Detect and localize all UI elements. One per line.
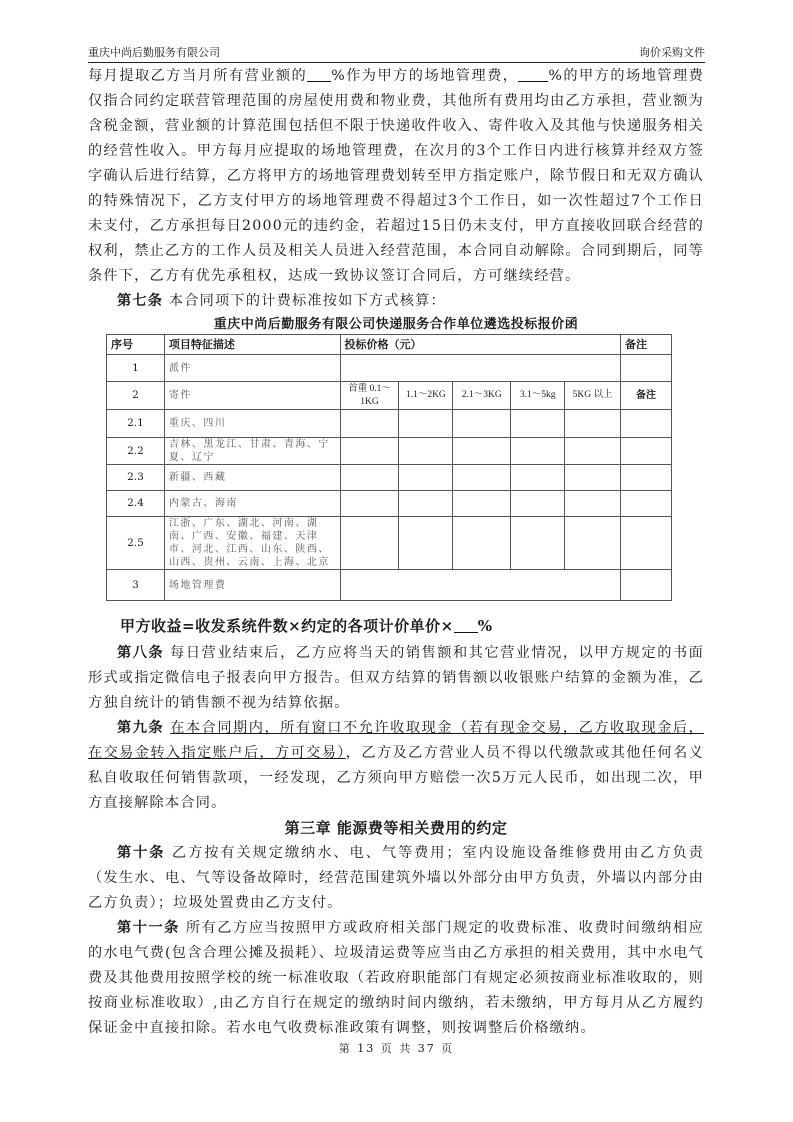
price-cell [565, 491, 621, 517]
blank-field [518, 67, 548, 82]
price-cell [565, 438, 621, 465]
row-no: 2.3 [107, 465, 165, 491]
price-cell [340, 491, 399, 517]
price-cell [453, 517, 511, 570]
price-cell [453, 438, 511, 465]
header-company: 重庆中尚后勤服务有限公司 [88, 46, 220, 59]
article-9 [88, 716, 704, 816]
price-cell [565, 517, 621, 570]
table-row [107, 382, 672, 410]
price-cell [340, 465, 399, 491]
article-8-text: 每日营业结束后，乙方应将当天的销售额和其它营业情况，以甲方规定的书面形式或指定微信电子报表向甲方报告。但双方结算的销售额以收银账户结算的金额为准，乙方独自统计的销售额不视为结算依据。 [88, 645, 704, 711]
table-row [107, 517, 672, 570]
row-desc: 新疆、西藏 [164, 465, 340, 491]
text: 每月提取乙方当月所有营业额的 [88, 68, 308, 84]
row-desc: 重庆、四川 [164, 410, 340, 438]
remark-cell [621, 491, 672, 517]
price-cell [511, 438, 565, 465]
article-9-title: 第九条 [117, 720, 165, 736]
table-row [107, 355, 672, 382]
price-cell [399, 438, 453, 465]
price-cell [340, 410, 399, 438]
article-8-title: 第八条 [117, 645, 165, 661]
row-desc: 派件 [164, 355, 340, 382]
table-row [107, 410, 672, 438]
text: %作为甲方的场地管理费， [331, 68, 519, 84]
sub-header-weight-3: 2.1～3KG [453, 382, 511, 410]
sub-header-weight-4: 3.1～5kg [511, 382, 565, 410]
price-cell [453, 465, 511, 491]
sub-header-weight-2: 1.1～2KG [399, 382, 453, 410]
row-no: 2.5 [107, 517, 165, 570]
header-doc-type: 询价采购文件 [639, 46, 705, 59]
paragraph-management-fee [88, 64, 704, 289]
formula-percent: % [477, 617, 493, 635]
blank-field [307, 67, 331, 82]
page-number: 第 13 页 共 37 页 [338, 1042, 455, 1055]
price-cell [565, 465, 621, 491]
article-7-title: 第七条 [117, 293, 164, 309]
row-desc: 吉林、黑龙江、甘肃、青海、宁夏、辽宁 [164, 438, 340, 465]
row-no: 2.1 [107, 410, 165, 438]
page-header [88, 40, 705, 63]
article-11-title: 第十一条 [117, 920, 180, 936]
article-7-text: 本合同项下的计费标准按如下方式核算： [163, 293, 446, 309]
header-price: 投标价格（元） [340, 335, 621, 355]
header-desc: 项目特征描述 [164, 335, 340, 355]
article-11-text: 所有乙方应当按照甲方或政府相关部门规定的收费标准、收费时间缴纳相应的水电气费(包含合理公摊及损耗）、垃圾清运费等应当由乙方承担的相关费用，其中水电气费及其他费用按照学校的统一标准收取（若政府职能部门有规定必须按商业标准收取的，则按商业标准收取）,由乙方自行在规定的缴纳时间内缴纳，若未缴纳，甲方每月从乙方履约保证金中直接扣除。若水电气收费标准政策有调整，则按调整后价格缴纳。 [88, 920, 704, 1036]
price-cell [511, 491, 565, 517]
table-row [107, 570, 672, 601]
price-cell [511, 465, 565, 491]
blank-field [454, 618, 478, 633]
article-7 [88, 289, 704, 314]
article-8 [88, 641, 704, 716]
table-header-row [107, 335, 672, 355]
article-10-text: 乙方按有关规定缴纳水、电、气等费用；室内设施设备维修费用由乙方负责（发生水、电、气等设备故障时，经营范围建筑外墙以外部分由甲方负责，外墙以内部分由乙方负责）；垃圾处置费由乙方支付。 [88, 845, 705, 911]
sub-header-weight-5: 5KG 以上 [565, 382, 621, 410]
header-no: 序号 [107, 335, 165, 355]
row-no: 2.2 [107, 438, 165, 465]
table-title: 重庆中尚后勤服务有限公司快递服务合作单位遴选投标报价函 [213, 317, 579, 332]
document-body [88, 64, 704, 1041]
table-row [107, 491, 672, 517]
row-no: 1 [107, 355, 165, 382]
sub-header-remark: 备注 [621, 382, 672, 410]
row-no: 3 [107, 570, 165, 601]
row-no: 2 [107, 382, 165, 410]
row-no: 2.4 [107, 491, 165, 517]
price-cell [511, 410, 565, 438]
table-row [107, 438, 672, 465]
remark-cell [621, 570, 672, 601]
article-11 [88, 916, 704, 1041]
price-cell [565, 410, 621, 438]
row-desc: 江浙、广东、湖北、河南、湖南、广西、安徽、福建、天津市、河北、江西、山东、陕西、山西、贵州、云南、上海、北京 [164, 517, 340, 570]
price-cell [399, 465, 453, 491]
price-cell [340, 570, 621, 601]
chapter-3-title: 第三章 能源费等相关费用的约定 [284, 819, 508, 837]
price-cell [399, 491, 453, 517]
article-9-text: ，乙方及乙方营业人员不得以代缴款或其他任何名义私自收取任何销售款项，一经发现，乙方须向甲方赔偿一次5万元人民币，如出现二次，甲方直接解除本合同。 [88, 745, 704, 811]
formula-text: 甲方收益=收发系统件数×约定的各项计价单价× [120, 617, 454, 635]
row-desc: 场地管理费 [164, 570, 340, 601]
quote-table [106, 334, 672, 601]
text: %的甲方的场地管理费仅指合同约定联营管理范围的房屋使用费和物业费，其他所有费用均由乙方承担，营业额为含税金额，营业额的计算范围包括但不限于快递收件收入、寄件收入及其他与快递服务相关的经营性收入。甲方每月应提取的场地管理费，在次月的3个工作日内进行核算并经双方签字确认后进行结算，乙方将甲方的场地管理费划转至甲方指定账户，除节假日和无双方确认的特殊情况下，乙方支付甲方的场地管理费不得超过3个工作日，如一次性超过7个工作日未支付，乙方承担每日2000元的违约金，若超过15日仍未支付，甲方直接收回联合经营的权利，禁止乙方的工作人员及相关人员进入经营范围，本合同自动解除。合同到期后，同等条件下，乙方有优先承租权，达成一致协议签订合同后，方可继续经营。 [88, 68, 704, 284]
income-formula [120, 615, 704, 637]
sub-header-weight-1: 首重 0.1～1KG [340, 382, 399, 410]
header-remark: 备注 [621, 335, 672, 355]
article-10 [88, 841, 704, 916]
price-cell [340, 438, 399, 465]
price-cell [453, 410, 511, 438]
row-desc: 寄件 [164, 382, 340, 410]
remark-cell [621, 410, 672, 438]
remark-cell [621, 438, 672, 465]
article-10-title: 第十条 [117, 845, 166, 861]
table-row [107, 465, 672, 491]
price-cell [399, 517, 453, 570]
price-cell [399, 410, 453, 438]
price-cell [340, 355, 621, 382]
price-cell [453, 491, 511, 517]
price-cell [511, 517, 565, 570]
price-cell [340, 517, 399, 570]
remark-cell [621, 465, 672, 491]
remark-cell [621, 355, 672, 382]
row-desc: 内蒙古、海南 [164, 491, 340, 517]
remark-cell [621, 517, 672, 570]
article-9-underlined: 在本合同期内，所有窗口不允许收取现金（若有现金交易，乙方收取现金后，在交易金转入指定账户后，方可交易） [88, 720, 704, 761]
